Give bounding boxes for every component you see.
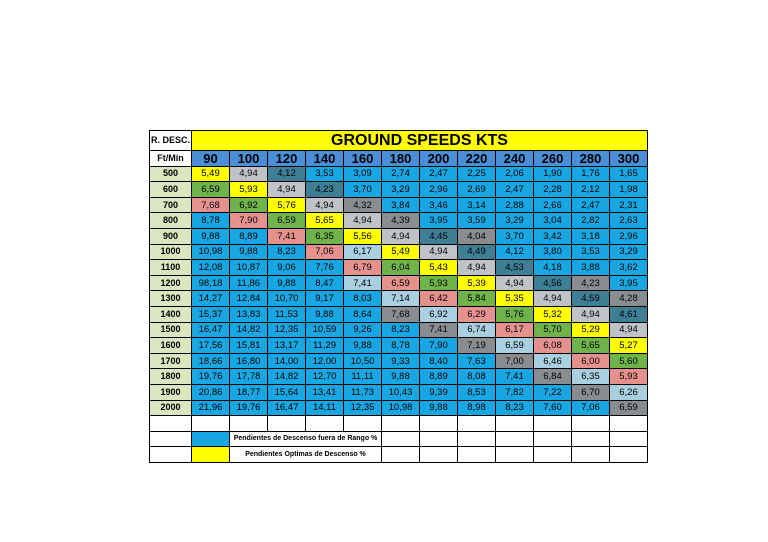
gradient-cell: 5,60 bbox=[610, 353, 648, 369]
gradient-cell: 3,18 bbox=[572, 228, 610, 244]
speed-header: 90 bbox=[192, 151, 230, 167]
gradient-cell: 5,43 bbox=[420, 260, 458, 276]
gradient-cell: 6,46 bbox=[534, 353, 572, 369]
empty-cell bbox=[344, 416, 382, 432]
gradient-cell: 10,98 bbox=[192, 244, 230, 260]
gradient-cell: 4,94 bbox=[344, 213, 382, 229]
gradient-cell: 3,14 bbox=[458, 197, 496, 213]
empty-cell bbox=[150, 431, 192, 447]
gradient-cell: 2,47 bbox=[496, 182, 534, 198]
gradient-cell: 4,12 bbox=[268, 166, 306, 182]
gradient-cell: 7,60 bbox=[534, 400, 572, 416]
gradient-cell: 2,82 bbox=[572, 213, 610, 229]
gradient-cell: 8,89 bbox=[230, 228, 268, 244]
gradient-cell: 2,47 bbox=[420, 166, 458, 182]
speed-header: 100 bbox=[230, 151, 268, 167]
gradient-cell: 5,65 bbox=[306, 213, 344, 229]
gradient-cell: 4,94 bbox=[420, 244, 458, 260]
gradient-cell: 12,00 bbox=[306, 353, 344, 369]
gradient-cell: 4,04 bbox=[458, 228, 496, 244]
legend-text: Pendientes de Descenso fuera de Rango % bbox=[230, 431, 382, 447]
gradient-cell: 3,53 bbox=[572, 244, 610, 260]
gradient-cell: 10,59 bbox=[306, 322, 344, 338]
gradient-cell: 7,41 bbox=[420, 322, 458, 338]
gradient-cell: 8,40 bbox=[420, 353, 458, 369]
gradient-cell: 5,32 bbox=[534, 306, 572, 322]
gradient-cell: 7,41 bbox=[268, 228, 306, 244]
gradient-cell: 3,09 bbox=[344, 166, 382, 182]
empty-cell bbox=[150, 416, 192, 432]
gradient-cell: 2,31 bbox=[610, 197, 648, 213]
gradient-cell: 2,63 bbox=[610, 213, 648, 229]
gradient-cell: 10,50 bbox=[344, 353, 382, 369]
gradient-cell: 3,42 bbox=[534, 228, 572, 244]
gradient-cell: 2,74 bbox=[382, 166, 420, 182]
gradient-cell: 6,26 bbox=[610, 384, 648, 400]
gradient-cell: 9,88 bbox=[192, 228, 230, 244]
gradient-cell: 10,70 bbox=[268, 291, 306, 307]
gradient-cell: 8,53 bbox=[458, 384, 496, 400]
empty-cell bbox=[610, 447, 648, 463]
speed-header: 280 bbox=[572, 151, 610, 167]
gradient-cell: 4,94 bbox=[458, 260, 496, 276]
gradient-cell: 18,66 bbox=[192, 353, 230, 369]
gradient-cell: 14,00 bbox=[268, 353, 306, 369]
gradient-cell: 3,46 bbox=[420, 197, 458, 213]
table-row bbox=[150, 306, 648, 322]
ftmin-label: Ft/Min bbox=[150, 151, 192, 167]
empty-cell bbox=[230, 416, 268, 432]
gradient-cell: 7,41 bbox=[496, 369, 534, 385]
empty-cell bbox=[420, 416, 458, 432]
gradient-cell: 4,94 bbox=[230, 166, 268, 182]
speed-header: 300 bbox=[610, 151, 648, 167]
speed-header: 200 bbox=[420, 151, 458, 167]
gradient-cell: 6,42 bbox=[420, 291, 458, 307]
empty-cell bbox=[534, 416, 572, 432]
gradient-cell: 8,03 bbox=[344, 291, 382, 307]
gradient-cell: 4,39 bbox=[382, 213, 420, 229]
gradient-cell: 4,94 bbox=[496, 275, 534, 291]
gradient-cell: 8,23 bbox=[268, 244, 306, 260]
gradient-cell: 2,28 bbox=[534, 182, 572, 198]
legend-swatch bbox=[192, 447, 230, 463]
descent-rate-cell: 1900 bbox=[150, 384, 192, 400]
gradient-cell: 6,92 bbox=[230, 197, 268, 213]
gradient-cell: 6,17 bbox=[344, 244, 382, 260]
gradient-cell: 4,28 bbox=[610, 291, 648, 307]
gradient-cell: 12,70 bbox=[306, 369, 344, 385]
table-row bbox=[150, 353, 648, 369]
gradient-cell: 6,00 bbox=[572, 353, 610, 369]
empty-cell bbox=[496, 431, 534, 447]
gradient-cell: 5,39 bbox=[458, 275, 496, 291]
descent-rate-cell: 700 bbox=[150, 197, 192, 213]
gradient-cell: 6,70 bbox=[572, 384, 610, 400]
speed-header: 160 bbox=[344, 151, 382, 167]
gradient-cell: 15,37 bbox=[192, 306, 230, 322]
gradient-cell: 15,81 bbox=[230, 338, 268, 354]
descent-rate-cell: 1000 bbox=[150, 244, 192, 260]
gradient-cell: 8,64 bbox=[344, 306, 382, 322]
legend-text: Pendientes Optimas de Descenso % bbox=[230, 447, 382, 463]
gradient-cell: 4,45 bbox=[420, 228, 458, 244]
gradient-cell: 2,06 bbox=[496, 166, 534, 182]
gradient-cell: 9,26 bbox=[344, 322, 382, 338]
gradient-cell: 8,78 bbox=[382, 338, 420, 354]
gradient-cell: 9,39 bbox=[420, 384, 458, 400]
legend-row bbox=[150, 447, 648, 463]
gradient-cell: 7,76 bbox=[306, 260, 344, 276]
empty-cell bbox=[610, 416, 648, 432]
table-row bbox=[150, 369, 648, 385]
gradient-cell: 8,47 bbox=[306, 275, 344, 291]
legend-row bbox=[150, 431, 648, 447]
empty-cell bbox=[572, 431, 610, 447]
gradient-cell: 10,98 bbox=[382, 400, 420, 416]
gradient-cell: 4,12 bbox=[496, 244, 534, 260]
gradient-cell: 6,08 bbox=[534, 338, 572, 354]
gradient-cell: 1,90 bbox=[534, 166, 572, 182]
gradient-cell: 18,77 bbox=[230, 384, 268, 400]
gradient-cell: 19,76 bbox=[230, 400, 268, 416]
gradient-cell: 3,95 bbox=[610, 275, 648, 291]
gradient-cell: 2,25 bbox=[458, 166, 496, 182]
gradient-cell: 6,74 bbox=[458, 322, 496, 338]
descent-rate-cell: 1400 bbox=[150, 306, 192, 322]
gradient-cell: 7,14 bbox=[382, 291, 420, 307]
gradient-cell: 8,23 bbox=[382, 322, 420, 338]
gradient-cell: 6,59 bbox=[268, 213, 306, 229]
speed-header: 260 bbox=[534, 151, 572, 167]
descent-rate-cell: 900 bbox=[150, 228, 192, 244]
gradient-cell: 10,43 bbox=[382, 384, 420, 400]
speed-header: 240 bbox=[496, 151, 534, 167]
gradient-cell: 9,33 bbox=[382, 353, 420, 369]
empty-cell bbox=[458, 431, 496, 447]
gradient-cell: 7,90 bbox=[420, 338, 458, 354]
gradient-cell: 1,76 bbox=[572, 166, 610, 182]
gradient-cell: 5,56 bbox=[344, 228, 382, 244]
gradient-cell: 20,86 bbox=[192, 384, 230, 400]
gradient-cell: 2,88 bbox=[496, 197, 534, 213]
gradient-cell: 6,84 bbox=[534, 369, 572, 385]
gradient-cell: 13,83 bbox=[230, 306, 268, 322]
gradient-cell: 6,59 bbox=[192, 182, 230, 198]
gradient-cell: 14,27 bbox=[192, 291, 230, 307]
gradient-cell: 8,98 bbox=[458, 400, 496, 416]
table-row bbox=[150, 228, 648, 244]
empty-cell bbox=[534, 447, 572, 463]
gradient-cell: 4,94 bbox=[306, 197, 344, 213]
speed-header: 180 bbox=[382, 151, 420, 167]
gradient-cell: 14,11 bbox=[306, 400, 344, 416]
gradient-cell: 7,41 bbox=[344, 275, 382, 291]
rdesc-label: R. DESC. bbox=[150, 131, 192, 151]
gradient-cell: 4,53 bbox=[496, 260, 534, 276]
empty-cell bbox=[572, 447, 610, 463]
gradient-cell: 5,49 bbox=[382, 244, 420, 260]
gradient-cell: 17,56 bbox=[192, 338, 230, 354]
gradient-cell: 8,23 bbox=[496, 400, 534, 416]
gradient-cell: 5,76 bbox=[496, 306, 534, 322]
gradient-cell: 4,94 bbox=[268, 182, 306, 198]
table-row bbox=[150, 197, 648, 213]
table-row bbox=[150, 400, 648, 416]
gradient-cell: 6,35 bbox=[306, 228, 344, 244]
gradient-cell: 5,70 bbox=[534, 322, 572, 338]
gradient-cell: 3,70 bbox=[496, 228, 534, 244]
gradient-cell: 4,23 bbox=[572, 275, 610, 291]
empty-cell bbox=[420, 447, 458, 463]
gradient-cell: 4,94 bbox=[572, 306, 610, 322]
gradient-cell: 5,76 bbox=[268, 197, 306, 213]
gradient-cell: 3,70 bbox=[344, 182, 382, 198]
gradient-cell: 3,29 bbox=[496, 213, 534, 229]
empty-cell bbox=[458, 447, 496, 463]
empty-cell bbox=[382, 416, 420, 432]
gradient-cell: 6,59 bbox=[610, 400, 648, 416]
gradient-cell: 17,78 bbox=[230, 369, 268, 385]
gradient-cell: 3,04 bbox=[534, 213, 572, 229]
gradient-cell: 7,22 bbox=[534, 384, 572, 400]
descent-rate-cell: 1300 bbox=[150, 291, 192, 307]
gradient-cell: 11,73 bbox=[344, 384, 382, 400]
gradient-cell: 12,08 bbox=[192, 260, 230, 276]
gradient-cell: 4,61 bbox=[610, 306, 648, 322]
gradient-cell: 6,29 bbox=[458, 306, 496, 322]
table-row bbox=[150, 291, 648, 307]
gradient-cell: 10,87 bbox=[230, 260, 268, 276]
gradient-cell: 6,79 bbox=[344, 260, 382, 276]
gradient-cell: 5,35 bbox=[496, 291, 534, 307]
gradient-cell: 6,04 bbox=[382, 260, 420, 276]
gradient-cell: 4,94 bbox=[382, 228, 420, 244]
gradient-cell: 13,17 bbox=[268, 338, 306, 354]
speed-header: 140 bbox=[306, 151, 344, 167]
gradient-cell: 3,62 bbox=[610, 260, 648, 276]
gradient-cell: 2,12 bbox=[572, 182, 610, 198]
gradient-cell: 21,96 bbox=[192, 400, 230, 416]
gradient-cell: 5,65 bbox=[572, 338, 610, 354]
gradient-cell: 3,84 bbox=[382, 197, 420, 213]
gradient-cell: 5,93 bbox=[610, 369, 648, 385]
gradient-cell: 3,95 bbox=[420, 213, 458, 229]
gradient-cell: 11,29 bbox=[306, 338, 344, 354]
gradient-cell: 2,69 bbox=[458, 182, 496, 198]
descent-rate-cell: 600 bbox=[150, 182, 192, 198]
speed-header-row bbox=[150, 151, 648, 167]
gradient-cell: 13,41 bbox=[306, 384, 344, 400]
gradient-cell: 8,08 bbox=[458, 369, 496, 385]
gradient-cell: 6,17 bbox=[496, 322, 534, 338]
empty-cell bbox=[534, 431, 572, 447]
gradient-cell: 14,82 bbox=[230, 322, 268, 338]
table-title: GROUND SPEEDS KTS bbox=[192, 131, 648, 151]
gradient-cell: 11,11 bbox=[344, 369, 382, 385]
gradient-cell: 9,88 bbox=[268, 275, 306, 291]
descent-rate-cell: 2000 bbox=[150, 400, 192, 416]
gradient-cell: 12,35 bbox=[344, 400, 382, 416]
gradient-cell: 5,27 bbox=[610, 338, 648, 354]
gradient-cell: 16,80 bbox=[230, 353, 268, 369]
gradient-cell: 5,84 bbox=[458, 291, 496, 307]
gradient-cell: 7,68 bbox=[382, 306, 420, 322]
legend-swatch bbox=[192, 431, 230, 447]
gradient-cell: 7,06 bbox=[572, 400, 610, 416]
gradient-cell: 9,88 bbox=[420, 400, 458, 416]
gradient-cell: 2,96 bbox=[420, 182, 458, 198]
descent-rate-cell: 1800 bbox=[150, 369, 192, 385]
gradient-cell: 16,47 bbox=[192, 322, 230, 338]
table-row bbox=[150, 182, 648, 198]
gradient-cell: 5,93 bbox=[230, 182, 268, 198]
empty-cell bbox=[610, 431, 648, 447]
gradient-cell: 6,59 bbox=[496, 338, 534, 354]
gradient-cell: 2,47 bbox=[572, 197, 610, 213]
title-row bbox=[150, 131, 648, 151]
empty-cell bbox=[420, 431, 458, 447]
descent-rate-cell: 1700 bbox=[150, 353, 192, 369]
ground-speed-table bbox=[149, 130, 648, 463]
gradient-cell: 4,94 bbox=[610, 322, 648, 338]
empty-cell bbox=[306, 416, 344, 432]
empty-cell bbox=[382, 431, 420, 447]
gradient-cell: 9,17 bbox=[306, 291, 344, 307]
gradient-cell: 4,32 bbox=[344, 197, 382, 213]
descent-rate-cell: 500 bbox=[150, 166, 192, 182]
gradient-cell: 3,88 bbox=[572, 260, 610, 276]
gradient-cell: 7,19 bbox=[458, 338, 496, 354]
empty-cell bbox=[458, 416, 496, 432]
gradient-cell: 9,88 bbox=[230, 244, 268, 260]
gradient-cell: 7,00 bbox=[496, 353, 534, 369]
gradient-cell: 4,18 bbox=[534, 260, 572, 276]
gradient-cell: 7,68 bbox=[192, 197, 230, 213]
gradient-cell: 6,92 bbox=[420, 306, 458, 322]
gradient-cell: 3,59 bbox=[458, 213, 496, 229]
empty-cell bbox=[572, 416, 610, 432]
gradient-cell: 4,59 bbox=[572, 291, 610, 307]
gradient-cell: 98,18 bbox=[192, 275, 230, 291]
gradient-cell: 9,06 bbox=[268, 260, 306, 276]
gradient-cell: 2,66 bbox=[534, 197, 572, 213]
gradient-cell: 9,88 bbox=[344, 338, 382, 354]
gradient-cell: 3,29 bbox=[382, 182, 420, 198]
empty-cell bbox=[496, 416, 534, 432]
speed-header: 120 bbox=[268, 151, 306, 167]
gradient-cell: 5,49 bbox=[192, 166, 230, 182]
gradient-cell: 4,23 bbox=[306, 182, 344, 198]
descent-rate-cell: 1500 bbox=[150, 322, 192, 338]
gradient-cell: 4,94 bbox=[534, 291, 572, 307]
gradient-cell: 8,89 bbox=[420, 369, 458, 385]
gradient-cell: 8,78 bbox=[192, 213, 230, 229]
table-row bbox=[150, 260, 648, 276]
gradient-cell: 7,82 bbox=[496, 384, 534, 400]
gradient-cell: 16,47 bbox=[268, 400, 306, 416]
gradient-cell: 12,35 bbox=[268, 322, 306, 338]
gradient-cell: 1,98 bbox=[610, 182, 648, 198]
empty-cell bbox=[192, 416, 230, 432]
table-row bbox=[150, 213, 648, 229]
table-row bbox=[150, 384, 648, 400]
gradient-cell: 11,86 bbox=[230, 275, 268, 291]
gradient-cell: 6,59 bbox=[382, 275, 420, 291]
gradient-cell: 9,88 bbox=[382, 369, 420, 385]
gradient-cell: 6,35 bbox=[572, 369, 610, 385]
gradient-cell: 4,49 bbox=[458, 244, 496, 260]
gradient-cell: 3,80 bbox=[534, 244, 572, 260]
gradient-cell: 5,29 bbox=[572, 322, 610, 338]
descent-rate-cell: 800 bbox=[150, 213, 192, 229]
gradient-cell: 11,53 bbox=[268, 306, 306, 322]
speed-header: 220 bbox=[458, 151, 496, 167]
gradient-cell: 7,90 bbox=[230, 213, 268, 229]
empty-cell bbox=[268, 416, 306, 432]
table-row bbox=[150, 322, 648, 338]
empty-cell bbox=[150, 447, 192, 463]
descent-rate-cell: 1200 bbox=[150, 275, 192, 291]
gradient-cell: 2,96 bbox=[610, 228, 648, 244]
descent-rate-cell: 1600 bbox=[150, 338, 192, 354]
table-row bbox=[150, 338, 648, 354]
gradient-cell: 14,82 bbox=[268, 369, 306, 385]
gradient-cell: 5,93 bbox=[420, 275, 458, 291]
gradient-cell: 4,56 bbox=[534, 275, 572, 291]
gradient-cell: 9,88 bbox=[306, 306, 344, 322]
gradient-cell: 7,06 bbox=[306, 244, 344, 260]
gradient-cell: 15,64 bbox=[268, 384, 306, 400]
empty-cell bbox=[496, 447, 534, 463]
descent-rate-cell: 1100 bbox=[150, 260, 192, 276]
gradient-cell: 19,76 bbox=[192, 369, 230, 385]
gradient-cell: 7,63 bbox=[458, 353, 496, 369]
blank-row bbox=[150, 416, 648, 432]
gradient-cell: 12,84 bbox=[230, 291, 268, 307]
gradient-cell: 3,53 bbox=[306, 166, 344, 182]
empty-cell bbox=[382, 447, 420, 463]
table-row bbox=[150, 244, 648, 260]
gradient-cell: 3,29 bbox=[610, 244, 648, 260]
table-row bbox=[150, 275, 648, 291]
gradient-cell: 1,65 bbox=[610, 166, 648, 182]
table-row bbox=[150, 166, 648, 182]
